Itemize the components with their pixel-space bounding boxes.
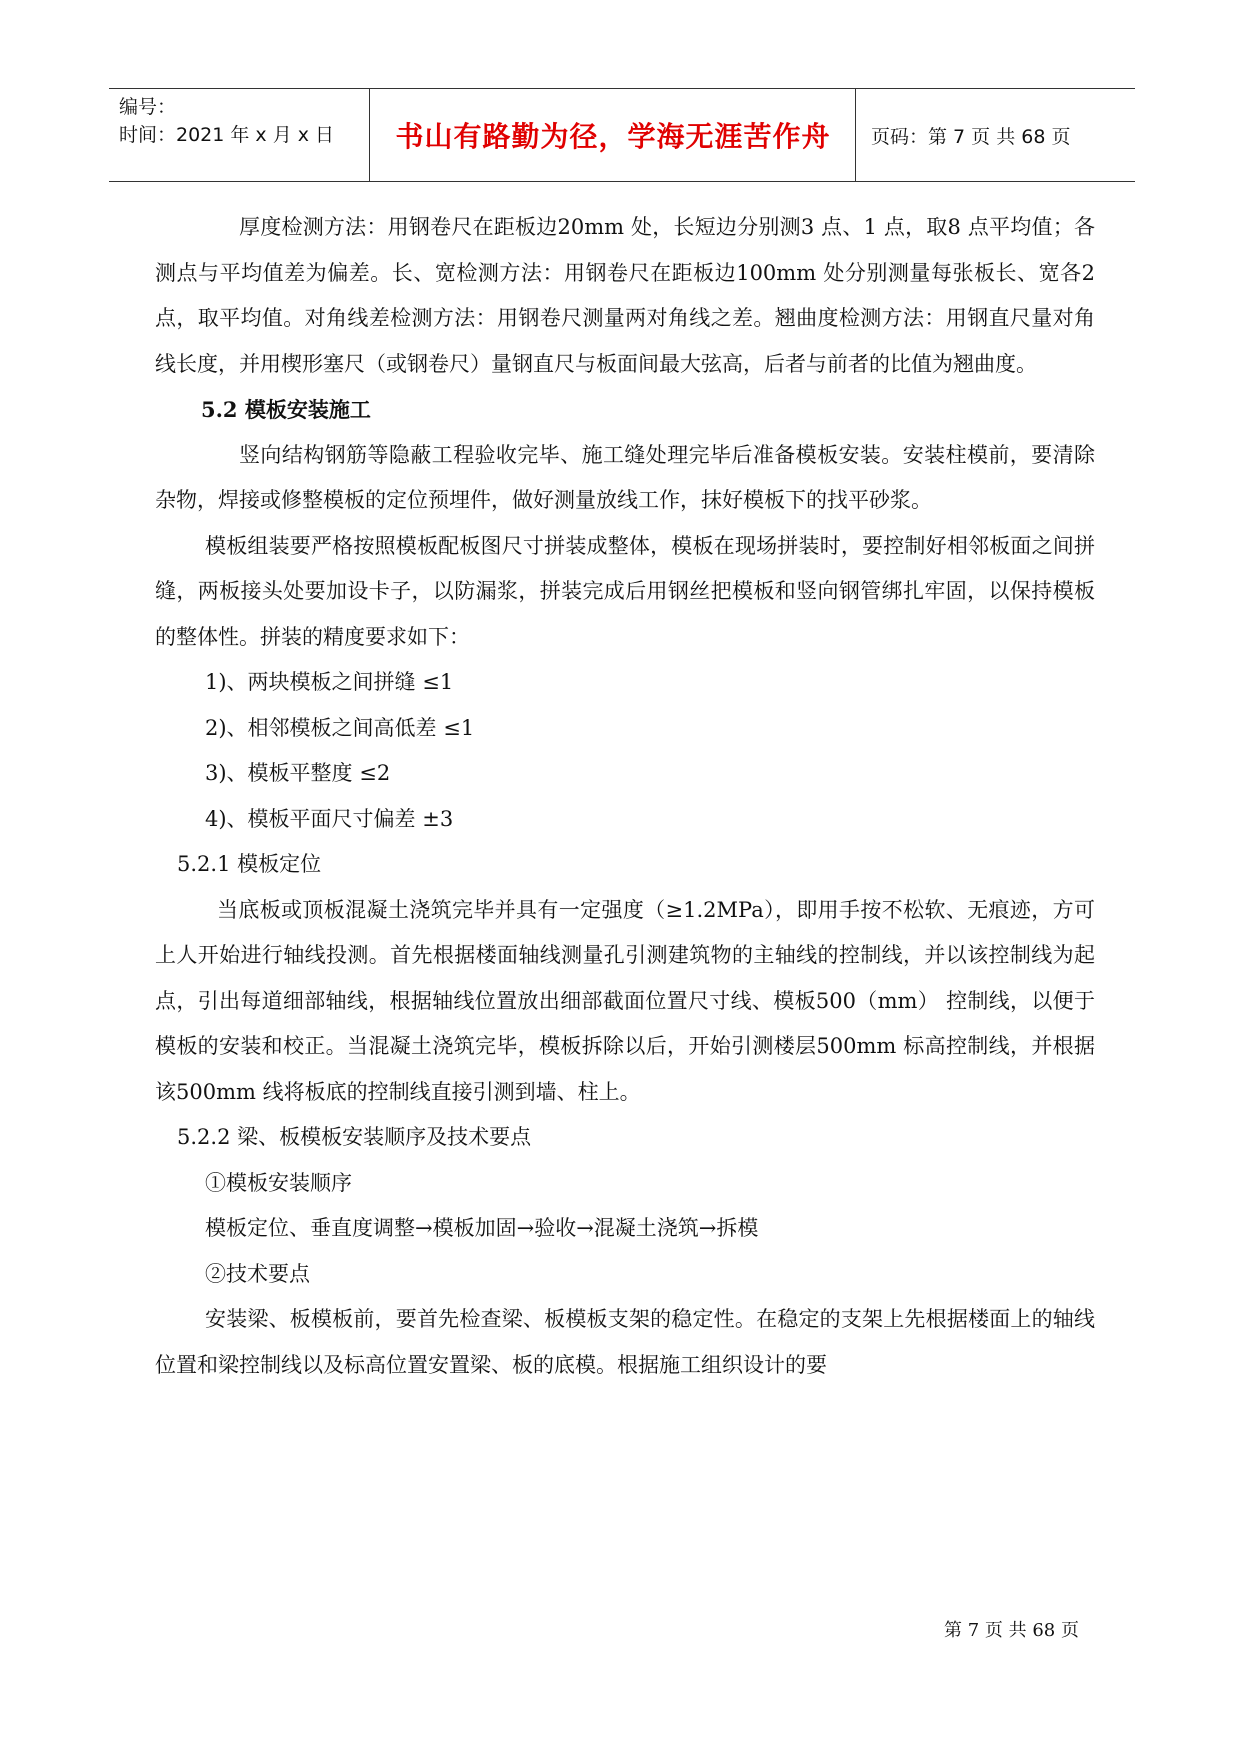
- list-item: 4)、模板平面尺寸偏差 ±3: [205, 806, 454, 831]
- header-divider: [369, 89, 370, 181]
- subheading-sequence: ①模板安装顺序: [205, 1170, 352, 1195]
- document-time-label: 时间：2021 年 x 月 x 日: [119, 124, 335, 146]
- paragraph-thickness-method: 厚度检测方法：用钢卷尺在距板边20mm 处，长短边分别测3 点、1 点，取8 点平均值；各测点与平均值差为偏差。长、宽检测方法：用钢卷尺在距板边100mm 处分别测量每张板长、宽各2点，取平均值。对角线差检测方法：用钢卷尺测量两对角线之差。翘曲度检测方法：用钢直尺量对角线长度，并用楔形塞尺（或钢卷尺）量钢直尺与板面间最大弦高，后者与前者的比值为翘曲度。: [155, 215, 1095, 376]
- paragraph-assembly: 模板组装要严格按照模板配板图尺寸拼装成整体，模板在现场拼装时，要控制好相邻板面之间拼缝，两板接头处要加设卡子，以防漏浆，拼装完成后用钢丝把模板和竖向钢管绑扎牢固，以保持模板的整体性。拼装的精度要求如下：: [155, 533, 1095, 649]
- page-footer: 第 7 页 共 68 页: [944, 1620, 1079, 1641]
- document-body: [155, 205, 1095, 1388]
- page-header: [109, 88, 1135, 182]
- list-item: 2)、相邻模板之间高低差 ≤1: [205, 715, 475, 740]
- header-motto: 书山有路勤为径，学海无涯苦作舟: [395, 120, 831, 153]
- paragraph-beam-slab: 安装梁、板模板前，要首先检查梁、板模板支架的稳定性。在稳定的支架上先根据楼面上的轴线位置和梁控制线以及标高位置安置梁、板的底模。根据施工组织设计的要: [155, 1307, 1095, 1377]
- list-item: 1)、两块模板之间拼缝 ≤1: [205, 670, 454, 694]
- paragraph-install-prep: 竖向结构钢筋等隐蔽工程验收完毕、施工缝处理完毕后准备模板安装。安装柱模前，要清除杂物，焊接或修整模板的定位预埋件，做好测量放线工作，抹好模板下的找平砂浆。: [155, 442, 1095, 512]
- subheading-tech-points: ②技术要点: [205, 1261, 310, 1286]
- document-number-label: 编号：: [119, 96, 177, 118]
- section-heading-5-2-1: 5.2.1 模板定位: [177, 852, 322, 876]
- header-page-info: 页码：第 7 页 共 68 页: [871, 126, 1071, 148]
- header-meta: [119, 93, 379, 149]
- section-heading-5-2-2: 5.2.2 梁、板模板安装顺序及技术要点: [177, 1125, 532, 1149]
- sequence-text: 模板定位、垂直度调整→模板加固→验收→混凝土浇筑→拆模: [205, 1216, 759, 1240]
- paragraph-positioning: 当底板或顶板混凝土浇筑完毕并具有一定强度（≥1.2MPa），即用手按不松软、无痕迹，方可上人开始进行轴线投测。首先根据楼面轴线测量孔引测建筑物的主轴线的控制线，并以该控制线为起点，引出每道细部轴线，根据轴线位置放出细部截面位置尺寸线、模板500（mm） 控制线，以便于模板的安装和校正。当混凝土浇筑完毕，模板拆除以后，开始引测楼层500mm 标高控制线，并根据该500mm 线将板底的控制线直接引测到墙、柱上。: [155, 897, 1095, 1104]
- header-divider: [855, 89, 856, 181]
- list-item: 3)、模板平整度 ≤2: [205, 761, 391, 785]
- section-heading-5-2: 5.2 模板安装施工: [201, 397, 371, 422]
